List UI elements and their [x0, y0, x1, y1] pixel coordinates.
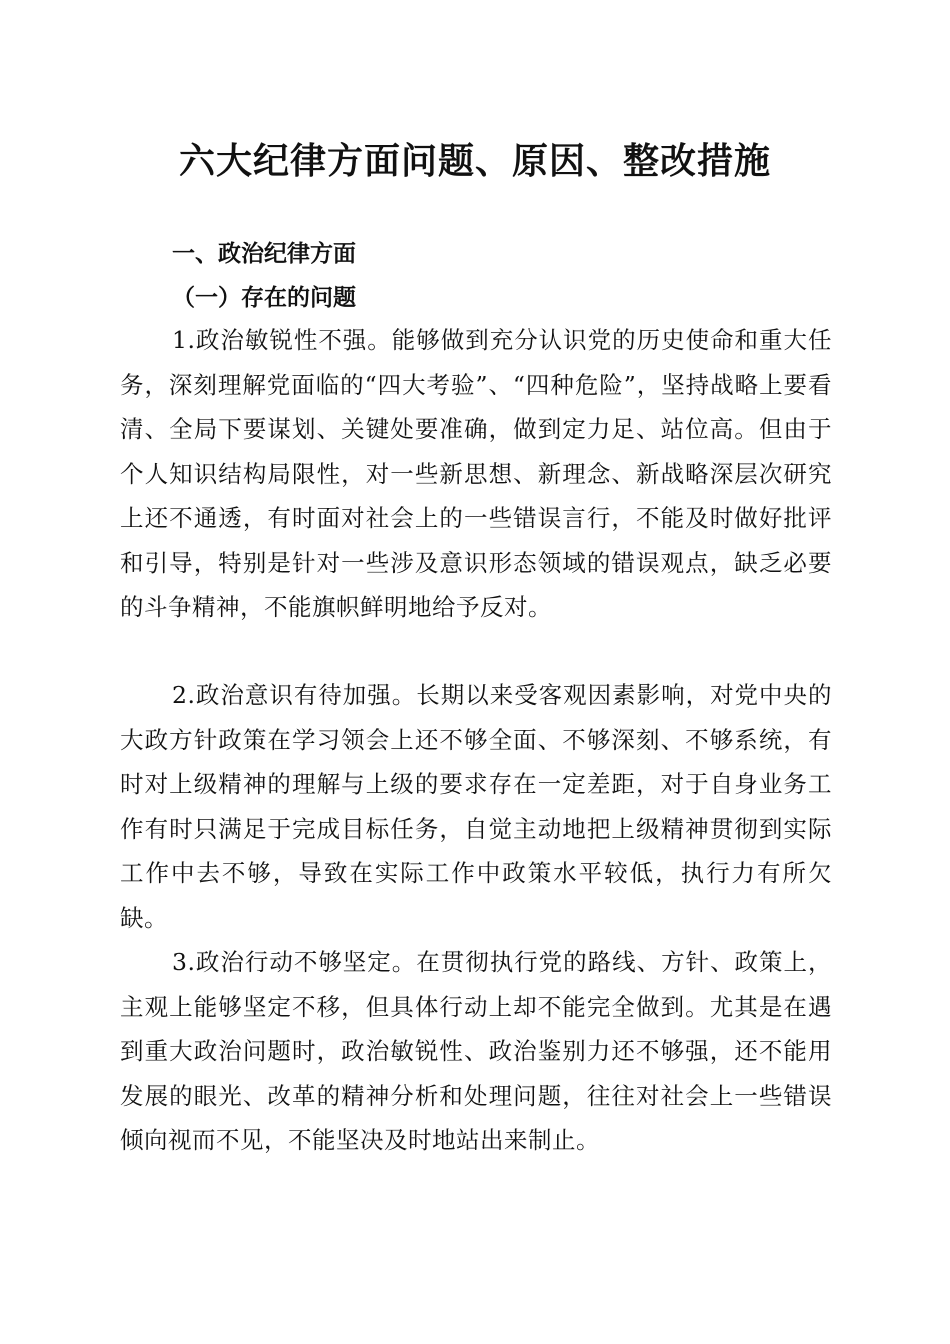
paragraph-2: 2.政治意识有待加强。长期以来受客观因素影响，对党中央的大政方针政策在学习领会上还不够全面、不够深刻、不够系统，有时对上级精神的理解与上级的要求存在一定差距，对于自身业务工作有时只满足于完成目标任务，自觉主动地把上级精神贯彻到实际工作中去不够，导致在实际工作中政策水平较低，执行力有所欠缺。	[120, 681, 832, 932]
document-title: 六大纪律方面问题、原因、整改措施	[178, 140, 771, 182]
paragraph-1: 1.政治敏锐性不强。能够做到充分认识党的历史使命和重大任务，深刻理解党面临的“四大考验”、“四种危险”，坚持战略上要看清、全局下要谋划、关键处要准确，做到定力足、站位高。但由于个人知识结构局限性，对一些新思想、新理念、新战略深层次研究上还不通透，有时面对社会上的一些错误言行，不能及时做好批评和引导，特别是针对一些涉及意识形态领域的错误观点，缺乏必要的斗争精神，不能旗帜鲜明地给予反对。	[120, 326, 832, 621]
section-heading: 一、政治纪律方面	[172, 241, 356, 267]
subsection-heading: （一）存在的问题	[172, 284, 356, 311]
paragraph-3: 3.政治行动不够坚定。在贯彻执行党的路线、方针、政策上，主观上能够坚定不移，但具体行动上却不能完全做到。尤其是在遇到重大政治问题时，政治敏锐性、政治鉴别力还不够强，还不能用发展的眼光、改革的精神分析和处理问题，往往对社会上一些错误倾向视而不见，不能坚决及时地站出来制止。	[120, 948, 832, 1154]
